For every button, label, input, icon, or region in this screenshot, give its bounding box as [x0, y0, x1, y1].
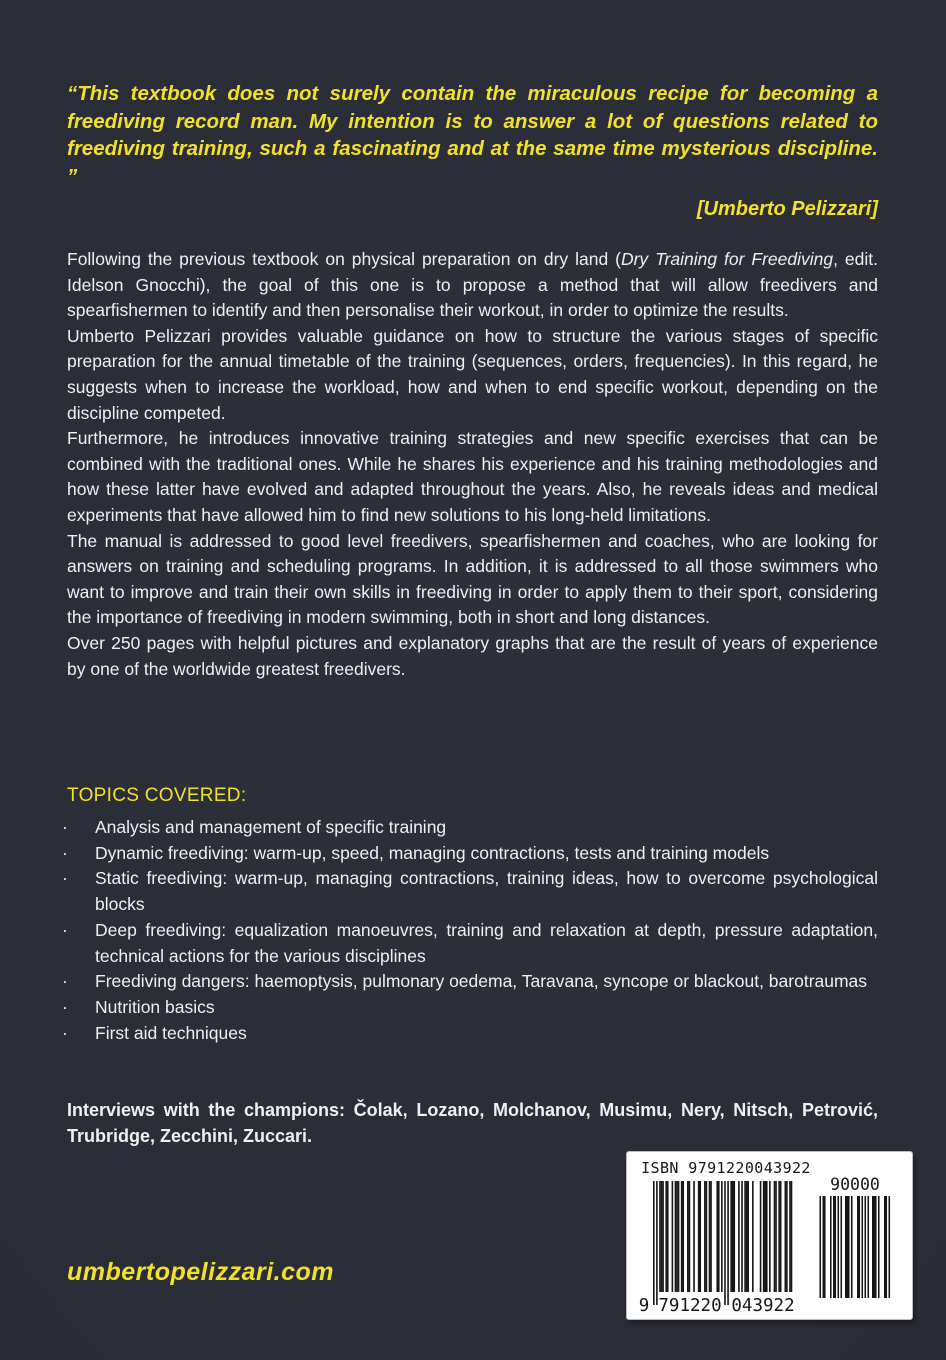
barcode-bar [730, 1181, 732, 1292]
topic-bullet-item [62, 815, 878, 841]
barcode-bar [746, 1181, 748, 1292]
description-paragraph [67, 247, 878, 324]
barcode-bar [786, 1181, 788, 1292]
addon-bar [823, 1196, 825, 1298]
addon-bar [824, 1196, 826, 1298]
barcode-bar [721, 1181, 723, 1292]
quote-text: “This textbook does not surely contain the miraculous recipe for becoming a freediving record man. My intention is to answer a lot of questions related to freediving training, such a fascinating and at the same time mysterious discipline. ” [67, 82, 878, 188]
paragraph-text: Umberto Pelizzari provides valuable guidance on how to structure the various stages of specific preparation for the annual timetable of the training (sequences, orders, frequencies). In this regard, he suggests when to increase the workload, how and when to end specific workout, depending on the discipline competed. [67, 325, 878, 423]
bullet-icon: · [62, 971, 68, 992]
addon-bar [838, 1196, 840, 1298]
topic-bullet-item [62, 969, 878, 995]
addon-bar [868, 1196, 870, 1298]
barcode-bar [675, 1181, 677, 1292]
topic-bullet-item [62, 1021, 878, 1047]
barcode-bar [774, 1181, 776, 1292]
barcode-bar [780, 1181, 782, 1292]
barcode-bar [760, 1181, 762, 1292]
isbn-barcode-panel [627, 1152, 912, 1319]
addon-bar [845, 1196, 847, 1298]
interviews-block [67, 1097, 878, 1149]
barcode-bar [693, 1181, 695, 1292]
addon-bar [851, 1196, 853, 1298]
bullet-icon: · [62, 868, 68, 889]
paragraph-text: Furthermore, he introduces innovative training strategies and new specific exercises that can be combined with the traditional ones. While he shares his experience and his training methodologies and how these latter have evolved and adapted throughout the years. Also, he reveals ideas and medical experiments that have allowed him to find new solutions to his long-held limitations. [67, 428, 878, 525]
barcode-bar [785, 1181, 787, 1292]
paragraph-text: Following the previous textbook on physical preparation on dry land ( [67, 249, 621, 269]
addon-bar [841, 1196, 843, 1298]
topic-text: Dynamic freediving: warm-up, speed, managing contractions, tests and training models [95, 842, 770, 863]
topic-bullet-item [62, 995, 878, 1021]
topic-text: First aid techniques [95, 1022, 247, 1043]
barcode-bar [676, 1181, 678, 1292]
barcode-bar [698, 1181, 700, 1292]
topics-list [62, 815, 878, 1046]
addon-bar [859, 1196, 861, 1298]
topics-block [62, 783, 878, 1046]
barcode-bar [763, 1181, 765, 1292]
addon-bar [884, 1196, 886, 1298]
barcode-bar [741, 1181, 743, 1292]
barcode-bar [653, 1181, 655, 1305]
bullet-icon: · [62, 817, 68, 837]
barcode-bar [661, 1181, 663, 1292]
quote-attribution: [Umberto Pelizzari] [696, 198, 878, 221]
barcode-digits-right: 043922 [731, 1296, 795, 1316]
barcode-bar [704, 1181, 706, 1292]
book-title-reference: Dry Training for Freediving [620, 249, 834, 269]
addon-bar [889, 1196, 891, 1298]
barcode-bar [665, 1181, 667, 1292]
topic-text: Freediving dangers: haemoptysis, pulmonary oedema, Taravana, syncope or blackout, barotraumas [95, 971, 868, 992]
description-paragraph [67, 529, 878, 631]
topic-text: Deep freediving: equalization manoeuvres, training and relaxation at depth, pressure adaptation, technical actions for the various disciplines [95, 919, 878, 966]
barcode-bar [747, 1181, 749, 1292]
barcode-bar [682, 1181, 684, 1292]
quote-block [67, 80, 878, 224]
barcode-bar [732, 1181, 734, 1292]
barcode-bar [687, 1181, 689, 1292]
barcode-bar [724, 1181, 726, 1305]
description-paragraph [67, 324, 878, 426]
barcode-bar [706, 1181, 708, 1292]
addon-bar [857, 1196, 859, 1298]
addon-bar [820, 1196, 822, 1298]
topic-text: Nutrition basics [95, 996, 215, 1017]
addon-bar [848, 1196, 850, 1298]
addon-bar [874, 1196, 876, 1298]
addon-bar [865, 1196, 867, 1298]
barcode-bar [710, 1181, 712, 1292]
description-paragraph [67, 631, 878, 682]
paragraph-text: Over 250 pages with helpful pictures and explanatory graphs that are the result of years of experience by one of the worldwide greatest freedivers. [67, 632, 878, 679]
topic-text: Static freediving: warm-up, managing contractions, training ideas, how to overcome psychological blocks [95, 868, 878, 915]
barcode-bar [672, 1181, 674, 1292]
topic-text: Analysis and management of specific training [95, 817, 447, 837]
isbn-label-text: ISBN 9791220043922 [641, 1159, 811, 1177]
barcode-bar [699, 1181, 701, 1292]
addon-digits: 90000 [830, 1175, 880, 1194]
interviews-text: Interviews with the champions: Čolak, Lozano, Molchanov, Musimu, Nery, Nitsch, Petrović, Trubridge, Zecchini, Zuccari. [67, 1100, 878, 1146]
barcode-bar [744, 1181, 746, 1292]
bullet-icon: · [62, 996, 68, 1017]
topics-heading: TOPICS COVERED: [67, 785, 247, 806]
description-paragraph [67, 426, 878, 528]
barcode-digits-left: 791220 [658, 1296, 722, 1316]
addon-bar [875, 1196, 877, 1298]
barcode-bar [678, 1181, 680, 1292]
description-block [67, 247, 878, 682]
topic-bullet-item [62, 841, 878, 867]
addon-bar [835, 1196, 837, 1298]
barcode-bar [727, 1181, 729, 1305]
topic-bullet-item [62, 866, 878, 917]
addon-bar [862, 1196, 864, 1298]
website-url: umbertopelizzari.com [67, 1258, 334, 1286]
barcode-bar [764, 1181, 766, 1292]
topic-bullet-item [62, 918, 878, 969]
bullet-icon: · [62, 1022, 68, 1043]
barcode-digit-lead: 9 [638, 1296, 650, 1316]
barcode-bar [789, 1181, 791, 1292]
barcode-bar [718, 1181, 720, 1292]
barcode-bar [716, 1181, 718, 1292]
barcode-bar [775, 1181, 777, 1292]
barcode-bar [733, 1181, 735, 1292]
addon-bar [833, 1196, 835, 1298]
addon-bar [878, 1196, 880, 1298]
barcode-bar [752, 1181, 754, 1292]
bullet-icon: · [62, 919, 68, 940]
addon-bar [847, 1196, 849, 1298]
ean13-barcode-image [627, 1152, 912, 1319]
barcode-bar [791, 1181, 793, 1292]
paragraph-text: , edit. Idelson Gnocchi), the goal of this one is to propose a method that will allow freedivers and spearfishermen to identify and then personalise their workout, in order to optimize the results. [67, 249, 878, 321]
barcode-bar [656, 1181, 658, 1305]
addon-bar [830, 1196, 832, 1298]
barcode-bar [659, 1181, 661, 1292]
barcode-bar [766, 1181, 768, 1292]
addon-bar [872, 1196, 874, 1298]
barcode-bar [738, 1181, 740, 1292]
barcode-bar [769, 1181, 771, 1292]
barcode-bar [689, 1181, 691, 1292]
addon-bar [886, 1196, 888, 1298]
barcode-bar [709, 1181, 711, 1292]
barcode-bar [667, 1181, 669, 1292]
paragraph-text: The manual is addressed to good level freedivers, spearfishermen and coaches, who are looking for answers on training and scheduling programs. In addition, it is addressed to all those swimmers who want to improve and train their own skills in freediving in order to apply them to their sport, considering the importance of freediving in modern swimming, both in short and long distances. [67, 530, 878, 628]
barcode-bar [662, 1181, 664, 1292]
barcode-bar [778, 1181, 780, 1292]
barcode-bar [681, 1181, 683, 1292]
bullet-icon: · [62, 842, 68, 863]
